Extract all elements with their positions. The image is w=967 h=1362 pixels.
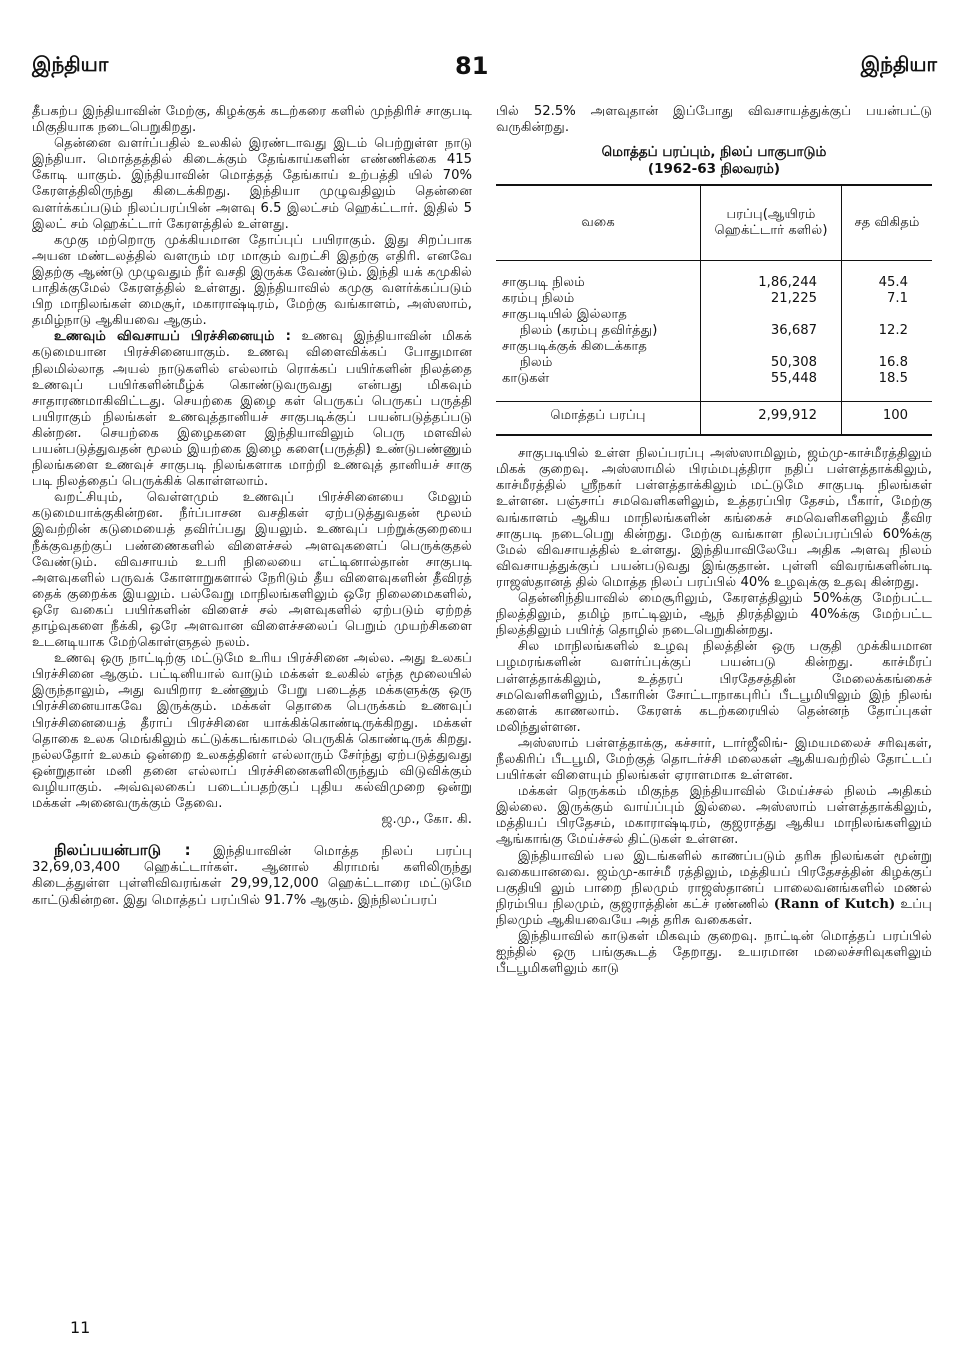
paragraph: தென்னிந்தியாவில் மைசூரிலும், கேரளத்திலும் 50%க்கு மேற்பட்ட நிலத்திலும், தமிழ் நாட்டிலும், ஆந் திரத்திலும் 40%க்கு மேற்பட்ட நிலத்திலும் பயிர்த் தொழில் நடைபெறுகின்றது. (496, 591, 932, 639)
column-header-area: பரப்பு(ஆயிரம் ஹெக்ட்டார் களில்) (701, 185, 842, 261)
paragraph: சாகுபடியில் உள்ள நிலப்பரப்பு அஸ்ஸாமிலும், ஜம்மு-காச்மீரத்திலும் மிகக் குறைவு. அஸ்ஸாமில் பிரம்மபுத்திரா நதிப் பள்ளத்தாக்கிலும், காச்மீரத்தில் ஸ்ரீநகர் பள்ளத்தாக்கிலும் மட்டுமே சாகுபடி நிலங்கள் உள்ளன. பஞ்சாப் சமவெளிகளிலும், உத்தரப்பிர தேசம், பீகார், மேற்கு வங்காளம் ஆகிய மாநிலங்களின் கங்கைச் சமவெளிகளிலும் தீவிர சாகுபடி நடைபெறு கின்றது. மேற்கு வங்காள நிலப்பரப்பில் 60%க்கு மேல் விவசாயத்தில் உள்ளது. இந்தியாவிலேயே அதிக அளவு நிலம் விவசாயத்துக்குப் பயன்படுவது இங்குதான். புள்ளி விவரங்களின்படி ராஜஸ்தானத் தில் மொத்த நிலப் பரப்பில் 40% உழவுக்கு உதவு கின்றது. (496, 446, 932, 590)
table-row (496, 307, 932, 323)
cell-area (701, 307, 842, 323)
table-row (496, 291, 932, 307)
section-heading: நிலப்பயன்பாடு : (54, 841, 191, 860)
running-header-left: இந்தியா (32, 52, 109, 76)
cell-area: 36,687 (701, 323, 842, 339)
paragraph-text: இந்தியாவின் மொத்த நிலப் பரப்பு 32,69,03,400 ஹெக்ட்டார்கள். ஆனால் கிராமங் களிலிருந்து கிடைத்துள்ள புள்ளிவிவரங்கள் 29,99,12,000 ஹெக்ட்டாரை மட்டுமே காட்டுகின்றன. இது மொத்தப் பரப்பில் 91.7% ஆகும். இந்நிலப்பரப் (32, 844, 472, 908)
cell-category: சாகுபடிக்குக் கிடைக்காத (502, 339, 647, 355)
cell-total-percent: 100 (842, 402, 933, 436)
right-column (496, 104, 932, 977)
left-column (32, 104, 472, 909)
paragraph: கமுகு மற்றொரு முக்கியமான தோப்புப் பயிராகும். இது சிறப்பாக அயன மண்டலத்தில் வளரும் மர மாகும் வறட்சி இதற்கு எதிரி. எனவே இதற்கு ஆண்டு முழுவதும் நீர் வசதி இருக்க வேண்டும். இந்தி யக் கமுகில் பாதிக்குமேல் கேரளத்தில் உள்ளது. இந்தியாவில் கமுகு வளர்க்கப்படும் பிற மாநிலங்கள் மைசூர், மகாராஷ்டிரம், மேற்கு வங்காளம், அஸ்ஸாம், தமிழ்நாடு ஆகியவை ஆகும். (32, 232, 472, 329)
cell-percent: 12.2 (842, 323, 933, 339)
table-total-row (496, 402, 932, 436)
land-use-table (496, 184, 932, 436)
author-signature: ஜ.மு., கோ. கி. (381, 812, 472, 828)
paragraph-text: உப்பு நிலமும் ஆகியவையே அத் தரிசு வகைகள். (496, 896, 932, 928)
paragraph: தென்னை வளர்ப்பதில் உலகில் இரண்டாவது இடம் பெற்றுள்ள நாடு இந்தியா. மொத்தத்தில் கிடைக்கும் தேங்காய்களின் எண்ணிக்கை 415 கோடி யாகும். இந்தியாவின் மொத்தத் தேங்காய் உற்பத்தி யில் 70% கேரளத்திலிருந்து கிடைக்கிறது. இந்தியா முழுவதிலும் தென்னை வளர்க்கப்படும் நிலப்பரப்பின் அளவு 6.5 இலட்சம் ஹெக்ட்டார். இதில் 5 இலட் சம் ஹெக்ட்டார் கேரளத்தில் உள்ளது. (32, 136, 472, 232)
footer-page-marker: 11 (70, 1318, 91, 1337)
table-row (496, 355, 932, 371)
paragraph: பில் 52.5% அளவுதான் இப்போது விவசாயத்துக்குப் பயன்பட்டு வருகின்றது. (496, 104, 932, 136)
cell-area (701, 339, 842, 355)
paragraph: சில மாநிலங்களில் உழவு நிலத்தின் ஒரு பகுதி முக்கியமான பழமரங்களின் வளர்ப்புக்குப் பயன்படு கின்றது. காச்மீரப் பள்ளத்தாக்கிலும், உத்தரப் பிரதேசத்தின் மேலைக்கங்கைச் சமவெளிகளிலும், பீகாரின் சோட்டாநாகபுரிப் பீடபூமியிலும் இந் நிலங் களைக் காணலாம். கேரளக் கடற்கரையில் தென்னந் தோப்புகள் மலிந்துள்ளன. (496, 639, 932, 735)
cell-category: சாகுபடி நிலம் (502, 275, 585, 291)
table-title-line: (1962-63 நிலவரம்) (647, 161, 781, 178)
cell-category: காடுகள் (502, 371, 550, 387)
table-row (496, 261, 932, 292)
paragraph: மக்கள் நெருக்கம் மிகுந்த இந்தியாவில் மேய்ச்சல் நிலம் அதிகம் இல்லை. இருக்கும் வாய்ப்பும் இல்லை. அஸ்ஸாம் பள்ளத்தாக்கிலும், மத்தியப் பிரதேசம், மகாராஷ்டிரம், குஜராத்து ஆகிய மாநிலங்களிலும் ஆங்காங்கு மேய்ச்சல் திட்டுகள் உள்ளன. (496, 784, 932, 848)
table-title-line: மொத்தப் பரப்பும், நிலப் பாகுபாடும் (601, 144, 827, 161)
paragraph: இந்தியாவில் காடுகள் மிகவும் குறைவு. நாட்டின் மொத்தப் பரப்பில் ஐந்தில் ஒரு பங்குகூடத் தேறாது. உயரமான மலைச்சரிவுகளிலும் பீடபூமிகளிலும் காடு (496, 929, 932, 977)
cell-category: நிலம் (520, 355, 553, 371)
paragraph: உணவு ஒரு நாட்டிற்கு மட்டுமே உரிய பிரச்சினை அல்ல. அது உலகப் பிரச்சினை ஆகும். பட்டினியால் வாடும் மக்கள் உலகில் எந்த மூலையில் இருந்தாலும், அது வயிறார உண்ணும் பேறு படைத்த மக்களுக்கு ஒரு பிரச்சினையாகவே இருக்கும். மக்கள் தொகை பெருக்கம் உணவுப் பிரச்சினையைத் தீராப் பிரச்சினை யாக்கிக்கொண்டிருக்கிறது. மக்கள் தொகை உலக மெங்கிலும் கட்டுக்கடங்காமல் பெருகிக் கொண்டிருக் கிறது. நல்லதோர் உலகம் ஒன்றை உலகத்தினர் எல்லாரும் சேர்ந்து ஏற்படுத்துவது ஒன்றுதான் மனி தனை எல்லாப் பிரச்சினைகளிலிருந்தும் விடுவிக்கும் வழியாகும். அவ்வுலகைப் படைப்பதற்குப் புதிய கல்விமுறை ஒன்று மக்கள் அனைவருக்கும் தேவை. (32, 651, 472, 812)
section-heading: உணவும் விவசாயப் பிரச்சினையும் : (54, 329, 291, 345)
cell-area: 55,448 (701, 371, 842, 387)
cell-category: சாகுபடியில் இல்லாத (502, 307, 628, 323)
cell-percent: 7.1 (842, 291, 933, 307)
paragraph-food-problem (32, 329, 472, 490)
paragraph: தீபகற்ப இந்தியாவின் மேற்கு, கிழக்குக் கடற்கரை களில் முந்திரிச் சாகுபடி மிகுதியாக நடைபெறுகிறது. (32, 104, 472, 136)
running-header-right: இந்தியா (860, 52, 937, 76)
english-term: (Rann of Kutch) (773, 896, 896, 912)
paragraph-land-use (32, 842, 472, 908)
cell-area: 1,86,244 (701, 261, 842, 292)
cell-category: நிலம் (கரம்பு தவிர்த்து) (520, 323, 658, 339)
paragraph-text: இந்தியாவில் பல இடங்களில் காணப்படும் தரிசு நிலங்கள் மூன்று வகையானவை. ஜம்மு-காச்மீ ரத்திலும், மத்தியப் பிரதேசத்தின் கிழக்குப் பகுதியி லும் பாறை நிலமும் ராஜஸ்தானப் பாலைவனங்களில் மணல் நிரம்பிய நிலமும், குஜராத்தின் கட்ச் ரண்ணில் (496, 848, 932, 912)
table-row (496, 339, 932, 355)
cell-category: கரம்பு நிலம் (502, 291, 575, 307)
paragraph-text: உணவு இந்தியாவின் மிகக் கடுமையான பிரச்சினையாகும். உணவு விளைவிக்கப் போதுமான நிலமில்லாத அயல் நாடுகளில் எல்லாம் ரொக்கப் பயிர்களின் நிலத்தை உணவுப் பயிர்களின்மீழ்க் கொண்டுவருவது என்பது மிகவும் சாதாரணமாகிவிட்டது. செயற்கை இழை கள் பெருகப் பெருகப் பருத்தி பயிராகும் நிலங்கள் உணவுத்தானியச் சாகுபடிக்குப் பயன்படுத்தப்படு கின்றன. செயற்கை இழைகளை இந்தியாவிலும் பெரு மளவில் பயன்படுத்துவதன் மூலம் இயற்கை இழை களை(பருத்தி) உண்டுபண்ணும் நிலங்களை உணவுச் சாகுபடி நிலங்களாக மாற்றி உணவுத் தானியச் சாகு படி நிலத்தைப் பெருக்கிக் கொள்ளலாம். (32, 329, 472, 490)
table-header-row (496, 185, 932, 261)
cell-total-label: மொத்தப் பரப்பு (496, 402, 701, 436)
cell-percent: 45.4 (842, 261, 933, 292)
page-number: 81 (455, 52, 489, 80)
paragraph-wasteland (496, 849, 932, 929)
column-header-percent: சத விகிதம் (842, 185, 933, 261)
table-spacer-row (496, 387, 932, 402)
cell-total-area: 2,99,912 (701, 402, 842, 436)
table-row (496, 371, 932, 387)
cell-percent (842, 339, 933, 355)
table-title (496, 144, 932, 178)
cell-percent: 18.5 (842, 371, 933, 387)
table-row (496, 323, 932, 339)
cell-area: 21,225 (701, 291, 842, 307)
cell-percent: 16.8 (842, 355, 933, 371)
column-header-category: வகை (581, 215, 615, 231)
cell-percent (842, 307, 933, 323)
paragraph: அஸ்ஸாம் பள்ளத்தாக்கு, கச்சார், டார்ஜீலிங்- இமயமலைச் சரிவுகள், நீலகிரிப் பீடபூமி, மேற்குத் தொடர்ச்சி மலைகள் ஆகியவற்றில் தோட்டப் பயிர்கள் விளையும் நிலங்கள் ஏராளமாக உள்ளன. (496, 735, 932, 784)
cell-area: 50,308 (701, 355, 842, 371)
paragraph: வறட்சியும், வெள்ளமும் உணவுப் பிரச்சினையை மேலும் கடுமையாக்குகின்றன. நீர்ப்பாசன வசதிகள் ஏற்படுத்துவதன் மூலம் இவற்றின் கடுமையைத் தவிர்ப்பது இயலும். உணவுப் பற்றுக்குறையை நீக்குவதற்குப் பண்ணைகளில் விளைச்சல் அளவுகளைப் பெருக்குதல் வேண்டும். விவசாயம் உபரி நிலையை எட்டினால்தான் சாகுபடி அளவுகளில் பருவக் கோளாறுகளால் நேரிடும் தீய விளைவுகளின் தீவிரத் தைக் குறைக்க இயலும். பல்வேறு மாநிலங்களிலும் ஒரே நிலைமைகளில், ஒரே வகைப் பயிர்களின் விளைச் சல் அளவுகளில் ஏற்படும் ஏற்றத் தாழ்வுகளை நீக்கி, ஒரே அளவான விளைச்சலைப் பெறும் முயற்சிகளை உடனடியாக மேற்கொள்ளுதல் நலம். (32, 490, 472, 651)
